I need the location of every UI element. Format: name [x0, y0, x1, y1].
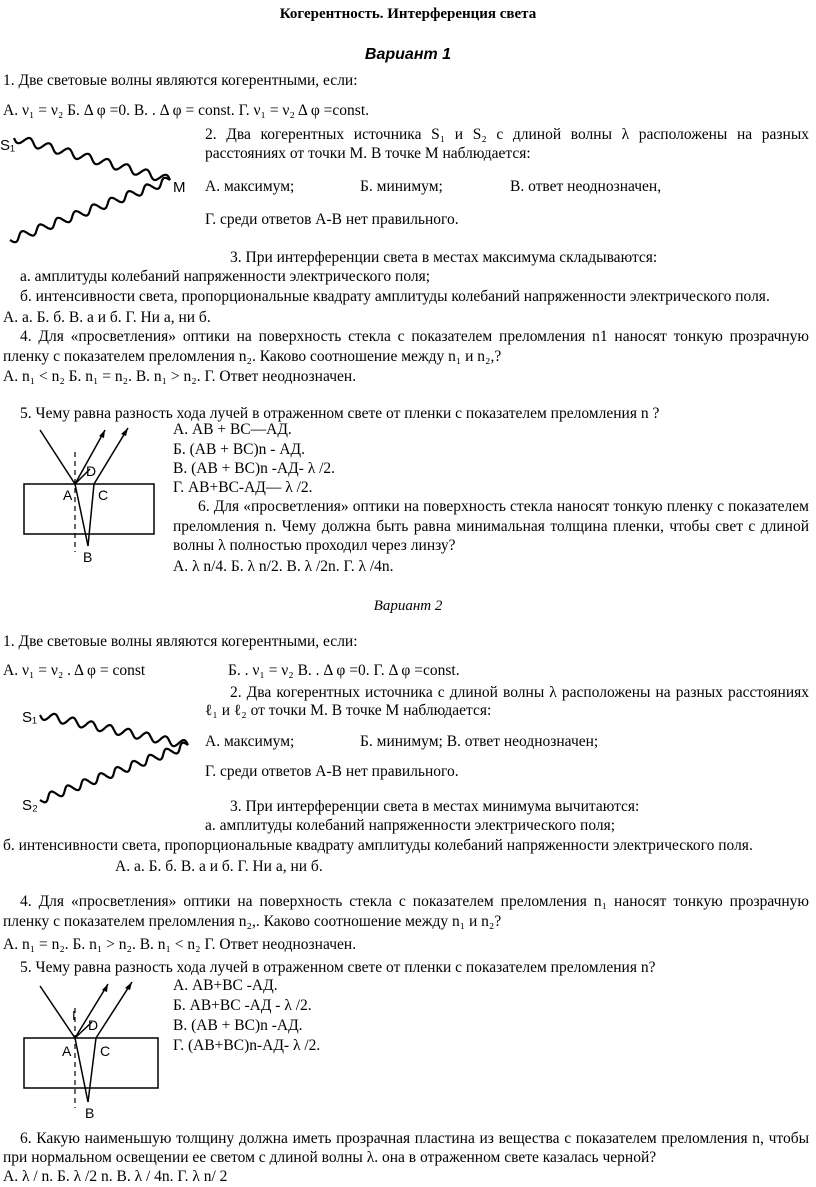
v2-question-5-option-a: А. АВ+ВС -АД.: [173, 977, 278, 994]
v2-question-4-line-1: 4. Для «просветления» оптики на поверхность стекла с показателем преломления n₁ наносят тонкую прозрачную: [20, 893, 809, 910]
v2-question-2-option-d: Г. среди ответов А-В нет правильного.: [205, 763, 459, 780]
v1-question-4-line-1: 4. Для «просветления» оптики на поверхность стекла с показателем преломления n1 наносят тонкую прозрачную: [20, 328, 809, 345]
v2-fig-label-s2: S₂: [22, 797, 38, 814]
v2-question-1-option-a: А. ν₁ = ν₂ . Δ φ = const: [3, 662, 146, 679]
v1-thin-film-figure: [20, 422, 160, 565]
v2-question-2-line-2: ℓ₁ и ℓ₂ от точки М. В точке М наблюдается:: [205, 702, 492, 719]
v1-inner-ray: [88, 484, 94, 546]
v1-question-2-option-c: В. ответ неоднозначен,: [510, 178, 662, 195]
v2-inner-ray: [88, 1038, 96, 1102]
v1-question-1-options: А. ν₁ = ν₂ Б. Δ φ =0. В. . Δ φ = const. Г. ν₁ = ν₂ Δ φ =const.: [3, 102, 370, 119]
v2-question-5-option-b: Б. АВ+ВС -АД - λ /2.: [173, 997, 312, 1014]
v1-question-6-line-1: 6. Для «просветления» оптики на поверхность стекла наносят тонкую пленку с показателем: [198, 498, 809, 515]
v2-label-b: B: [85, 1105, 95, 1121]
v1-label-c: C: [98, 487, 109, 503]
v2-question-6-line-1: 6. Какую наименьшую толщину должна иметь прозрачная пластина из вещества с показателем преломления n, чтобы: [20, 1130, 809, 1147]
v1-wave-s1-path: [14, 138, 170, 180]
v1-question-3: 3. При интерференции света в местах максимума складываются:: [230, 249, 658, 266]
v1-wave-s2-path: [10, 178, 170, 242]
v1-label-d: D: [86, 463, 97, 479]
v2-question-6-line-2: при нормальном освещении ее светом с длиной волны λ. она в отраженном свете казалась черной?: [3, 1149, 657, 1166]
v2-label-a: A: [62, 1043, 72, 1059]
v1-question-5: 5. Чему равна разность хода лучей в отраженном свете от пленки с показателем преломления n ?: [20, 405, 660, 422]
v1-film-rect: [24, 484, 154, 534]
v1-label-b: B: [83, 549, 93, 565]
v2-two-source-wave-figure: [10, 700, 200, 815]
v1-question-6-line-2: преломления n. Чему должна быть равна минимальная толщина пленки, чтобы свет с длиной: [173, 518, 809, 535]
v1-label-a: A: [63, 487, 73, 503]
v1-question-3-options: А. а. Б. б. В. а и б. Г. Ни а, ни б.: [3, 309, 211, 326]
v2-refracted-ray: [75, 1038, 88, 1102]
v1-incident-ray: [40, 430, 75, 484]
v1-question-2-option-a: А. максимум;: [205, 178, 295, 195]
v1-question-3-item-a: а. амплитуды колебаний напряженности электрического поля;: [20, 268, 431, 285]
v1-arrowhead-1: [99, 430, 105, 438]
v2-question-5-option-c: В. (АВ + ВС)n -АД.: [173, 1017, 303, 1034]
v2-wave-s1-path: [40, 714, 188, 746]
v2-question-2-option-a: А. максимум;: [205, 733, 295, 750]
v2-incident-ray: [40, 986, 75, 1038]
v2-question-5: 5. Чему равна разность хода лучей в отраженном свете от пленки с показателем преломления n?: [20, 959, 656, 976]
v1-question-5-option-a: А. АВ + ВС—АД.: [173, 421, 292, 438]
v1-reflected-ray-2: [94, 428, 128, 484]
v2-question-6-options: А. λ / n. Б. λ /2 n. В. λ / 4n. Г. λ n/ 2: [3, 1168, 228, 1185]
v2-question-5-option-d: Г. (АВ+ВС)n-АД- λ /2.: [173, 1037, 321, 1054]
v1-question-2-line-2: расстояниях от точки М. В точке М наблюдается:: [205, 145, 531, 162]
v1-question-4-line-2: пленку с показателем преломления n₂. Каково соотношение между n₁ и n₂,?: [3, 348, 502, 365]
v1-fig-label-m: M: [173, 179, 186, 196]
v1-question-2-line-1: 2. Два когерентных источника S₁ и S₂ с длиной волны λ расположены на разных: [205, 126, 809, 143]
v2-wave-s2-path: [40, 743, 188, 803]
v2-question-3-options: А. а. Б. б. В. а и б. Г. Ни а, ни б.: [115, 858, 323, 875]
v1-question-5-option-c: В. (АВ + ВС)n -АД- λ /2.: [173, 460, 336, 477]
v2-question-1-options-rest: Б. . ν₁ = ν₂ В. . Δ φ =0. Г. Δ φ =const.: [228, 662, 460, 679]
v1-question-4-options: А. n₁ < n₂ Б. n₁ = n₂. В. n₁ > n₂. Г. Ответ неоднозначен.: [3, 368, 357, 385]
v2-label-c: C: [100, 1043, 111, 1059]
v2-question-4-options: А. n₁ = n₂. Б. n₁ > n₂. В. n₁ < n₂ Г. Ответ неоднозначен.: [3, 936, 357, 953]
v2-label-d: D: [88, 1017, 99, 1033]
v1-fig-label-s1: S₁: [0, 137, 16, 154]
v2-fig-label-s1: S₁: [22, 709, 38, 726]
v1-question-2-option-d: Г. среди ответов А-В нет правильного.: [205, 211, 459, 228]
v2-arrowhead-2: [125, 982, 132, 990]
v1-refracted-ray: [75, 484, 88, 546]
v2-thin-film-figure: [20, 980, 165, 1120]
variant-2-heading: Вариант 2: [373, 598, 443, 614]
v1-arrowhead-2: [121, 428, 128, 436]
v2-question-3-item-b: б. интенсивности света, пропорциональные квадрату амплитуды колебаний напряженности электрического поля.: [3, 837, 753, 854]
v2-question-2-line-1: 2. Два когерентных источника с длиной волны λ расположены на разных расстояниях: [230, 684, 809, 701]
v1-question-5-option-d: Г. АВ+ВС-АД— λ /2.: [173, 479, 313, 496]
v2-question-3: 3. При интерференции света в местах минимума вычитаются:: [230, 798, 640, 815]
v1-question-2-option-b: Б. минимум;: [360, 178, 443, 195]
variant-1-heading: Вариант 1: [364, 46, 452, 63]
v2-reflected-ray-2: [96, 982, 132, 1038]
v2-question-2-option-b: Б. минимум; В. ответ неоднозначен;: [360, 733, 599, 750]
v2-label-i: I: [72, 1008, 76, 1023]
v1-question-6-options: А. λ n/4. Б. λ n/2. В. λ /2n. Г. λ /4n.: [173, 558, 394, 575]
v1-question-5-option-b: Б. (АВ + ВС)n - АД.: [173, 441, 305, 458]
v1-question-3-item-b: б. интенсивности света, пропорциональные квадрату амплитуды колебаний напряженности электрического поля.: [20, 288, 770, 305]
v1-question-1: 1. Две световые волны являются когерентными, если:: [3, 72, 358, 89]
page-title: Когерентность. Интерференция света: [279, 6, 537, 22]
v2-arrowhead-1: [102, 984, 108, 992]
v2-question-3-item-a: а. амплитуды колебаний напряженности электрического поля;: [205, 817, 616, 834]
v2-question-4-line-2: пленку с показателем преломления n₂,. Каково соотношение между n₁ и n₂?: [3, 913, 502, 930]
v1-two-source-wave-figure: [0, 128, 200, 253]
v2-question-1: 1. Две световые волны являются когерентными, если:: [3, 633, 358, 650]
v1-question-6-line-3: волны λ полностью проходил через линзу?: [173, 537, 456, 554]
